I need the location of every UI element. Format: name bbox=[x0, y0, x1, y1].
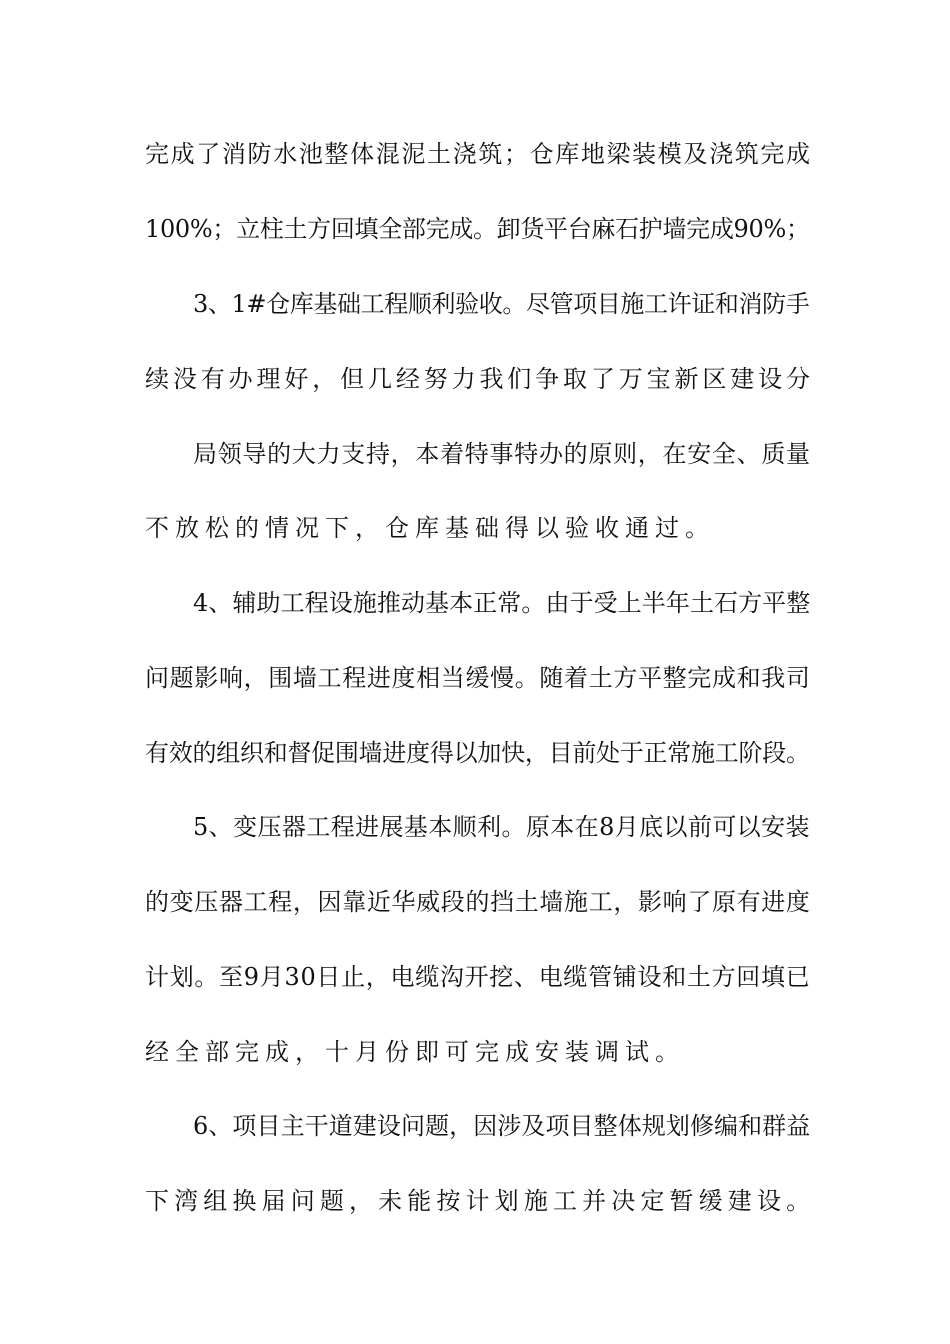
text-line: 的变压器工程，因靠近华威段的挡土墙施工，影响了原有进度 bbox=[145, 888, 811, 916]
text-line: 6、项目主干道建设问题，因涉及项目整体规划修编和群益 bbox=[193, 1112, 811, 1140]
text-line: 3、1#仓库基础工程顺利验收。尽管项目施工许证和消防手 bbox=[193, 290, 810, 318]
text-line: 5、变压器工程进展基本顺利。原本在8月底以前可以安装 bbox=[193, 813, 810, 841]
text-line: 不放松的情况下，仓库基础得以验收通过。 bbox=[145, 514, 715, 542]
text-line: 完成了消防水池整体混泥土浇筑；仓库地梁装模及浇筑完成 bbox=[145, 140, 812, 168]
text-line: 下湾组换届问题，未能按计划施工并决定暂缓建设。 bbox=[145, 1187, 816, 1215]
text-line: 问题影响，围墙工程进度相当缓慢。随着土方平整完成和我司 bbox=[145, 664, 811, 692]
text-line: 续没有办理好，但几经努力我们争取了万宝新区建设分 bbox=[145, 365, 814, 393]
text-line: 经全部完成，十月份即可完成安装调试。 bbox=[145, 1038, 685, 1066]
text-line: 计划。至9月30日止，电缆沟开挖、电缆管铺设和土方回填已 bbox=[145, 963, 811, 991]
text-line: 4、辅助工程设施推动基本正常。由于受上半年土石方平整 bbox=[193, 589, 811, 617]
text-line: 100%；立柱土方回填全部完成。卸货平台麻石护墙完成90%； bbox=[145, 215, 810, 243]
text-line: 有效的组织和督促围墙进度得以加快，目前处于正常施工阶段。 bbox=[145, 739, 810, 767]
text-line: 局领导的大力支持，本着特事特办的原则，在安全、质量 bbox=[193, 440, 811, 468]
